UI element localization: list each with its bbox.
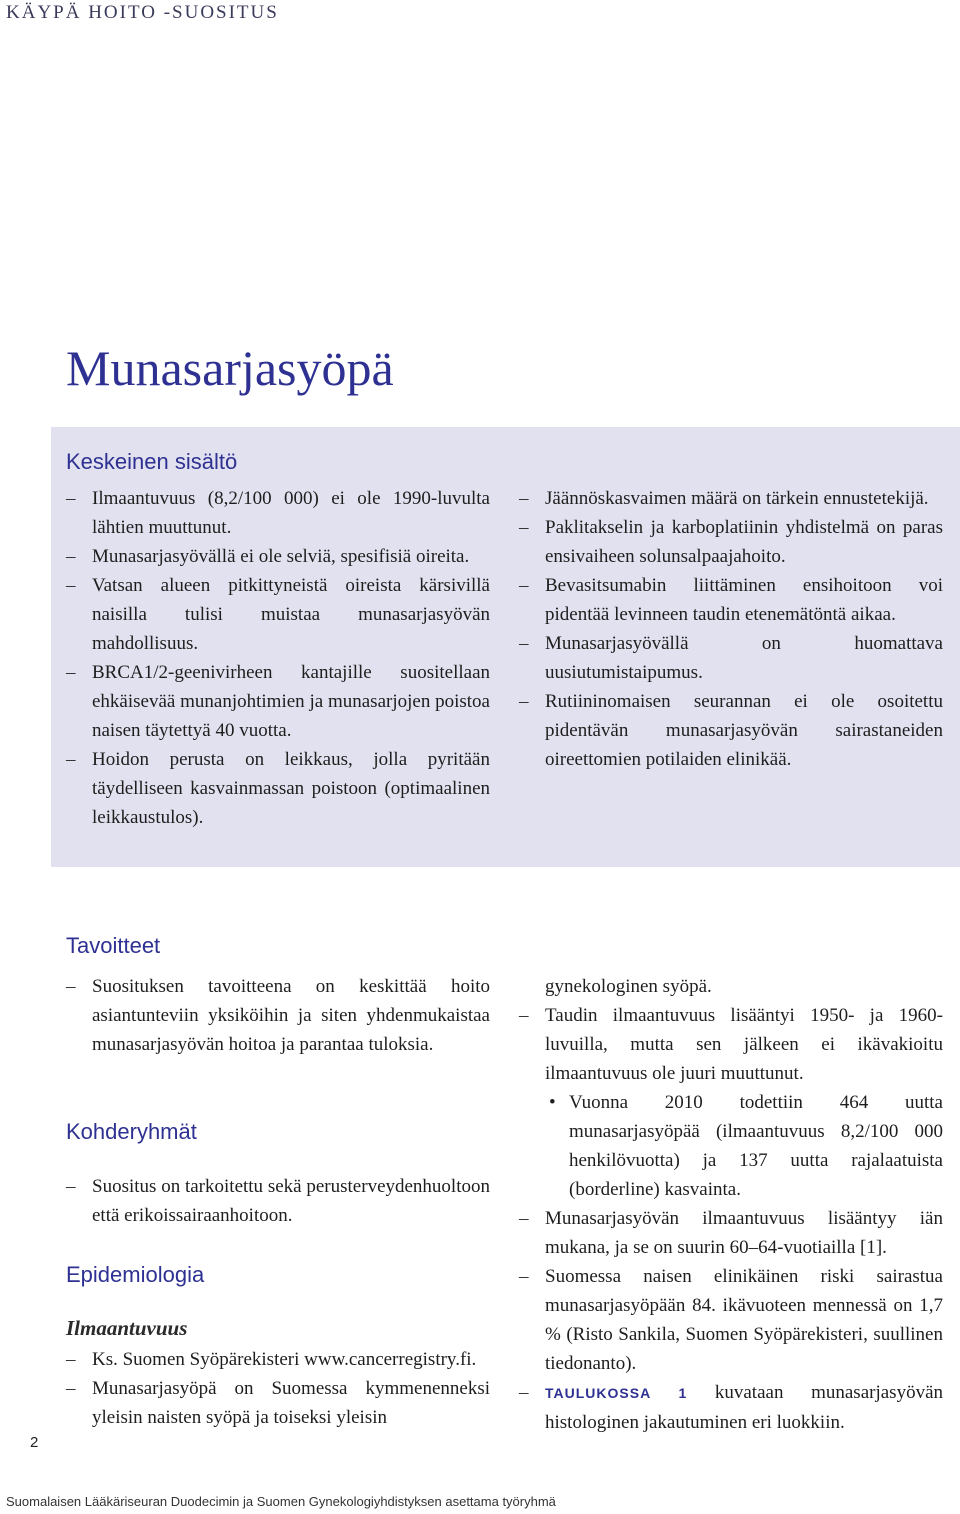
list-item: – Bevasitsumabin liittäminen ensihoitoon voi pidentää levinneen taudin etenemätöntä aikaa. — [519, 571, 943, 629]
list-item: – BRCA1/2-geenivirheen kantajille suositellaan ehkäisevää munanjohtimien ja munasarjojen poistoa naisen täytettyä 40 vuotta. — [66, 658, 490, 745]
list-item: – Suomessa naisen elinikäinen riski sairastua munasarjasyöpään 84. ikävuoteen mennessä on 1,7 % (Risto Sankila, Suomen Syöpärekisteri, suullinen tiedonanto). — [519, 1262, 943, 1378]
list-item-continuation: gynekologinen syöpä. — [545, 976, 712, 997]
list-item: – Taudin ilmaantuvuus lisääntyi 1950- ja 1960-luvuilla, mutta sen jälkeen ei ikävakioitu ilmaantuvuus ole juuri muuttunut. — [519, 1001, 943, 1088]
list-item-table-ref — [519, 1378, 943, 1437]
list-item: – Suosituksen tavoitteena on keskittää hoito asiantunteviin yksiköihin ja siten yhdenmukaistaa munasarjasyövän hoitoa ja parantaa tuloksia. — [66, 972, 490, 1059]
list-item: – Ilmaantuvuus (8,2/100 000) ei ole 1990-luvulta lähtien muuttunut. — [66, 484, 490, 542]
epidemiology-left-column — [66, 1345, 490, 1432]
list-item: – Munasarjasyöpä on Suomessa kymmenenneksi yleisin naisten syöpä ja toiseksi yleisin — [66, 1374, 490, 1432]
list-item: – Jäännöskasvaimen määrä on tärkein ennustetekijä. — [519, 484, 943, 513]
key-content-heading: Keskeinen sisältö — [66, 449, 238, 474]
incidence-subheading: Ilmaantuvuus — [66, 1316, 188, 1340]
page-title: Munasarjasyöpä — [66, 340, 394, 396]
epidemiology-heading: Epidemiologia — [66, 1262, 205, 1287]
epidemiology-right-column — [519, 972, 943, 1437]
footer-text: Suomalaisen Lääkäriseuran Duodecimin ja Suomen Gynekologiyhdistyksen asettama työryhmä — [6, 1494, 556, 1509]
key-content-right-column — [519, 484, 943, 774]
list-item: – Rutiininomaisen seurannan ei ole osoitettu pidentävän munasarjasyövän sairastaneiden oireettomien potilaiden elinikää. — [519, 687, 943, 774]
table-reference-link[interactable]: TAULUKOSSA 1 — [545, 1385, 688, 1401]
target-heading: Kohderyhmät — [66, 1119, 197, 1144]
list-item: – Suositus on tarkoitettu sekä perusterveydenhuoltoon että erikoissairaanhoitoon. — [66, 1172, 490, 1230]
list-item: – Munasarjasyövällä ei ole selviä, spesifisiä oireita. — [66, 542, 490, 571]
list-item: – Vatsan alueen pitkittyneistä oireista kärsivillä naisilla tulisi muistaa munasarjasyövän mahdollisuus. — [66, 571, 490, 658]
list-item: – Hoidon perusta on leikkaus, jolla pyritään täydelliseen kasvainmassan poistoon (optimaalinen leikkaustulos). — [66, 745, 490, 832]
target-list — [66, 1172, 490, 1230]
list-item: – Munasarjasyövällä on huomattava uusiutumistaipumus. — [519, 629, 943, 687]
header-label: KÄYPÄ HOITO -SUOSITUS — [6, 2, 279, 23]
goals-heading: Tavoitteet — [66, 933, 161, 958]
list-item: – Ks. Suomen Syöpärekisteri www.cancerregistry.fi. — [66, 1345, 490, 1374]
key-content-left-column — [66, 484, 490, 832]
list-item: – Munasarjasyövän ilmaantuvuus lisääntyy iän mukana, ja se on suurin 60–64-vuotiailla [1]. — [519, 1204, 943, 1262]
bullet-item: • Vuonna 2010 todettiin 464 uutta munasarjasyöpää (ilmaantuvuus 8,2/100 000 henkilövuotta) ja 137 uutta rajalaatuista (borderline) kasvainta. — [519, 1088, 943, 1204]
table-reference-text: kuvataan munasarjasyövän histologinen jakautuminen eri luokkiin. — [545, 1382, 943, 1433]
page-number: 2 — [30, 1434, 39, 1451]
list-item: – Paklitakselin ja karboplatiinin yhdistelmä on paras ensivaiheen solunsalpaajahoito. — [519, 513, 943, 571]
goals-list — [66, 972, 490, 1059]
